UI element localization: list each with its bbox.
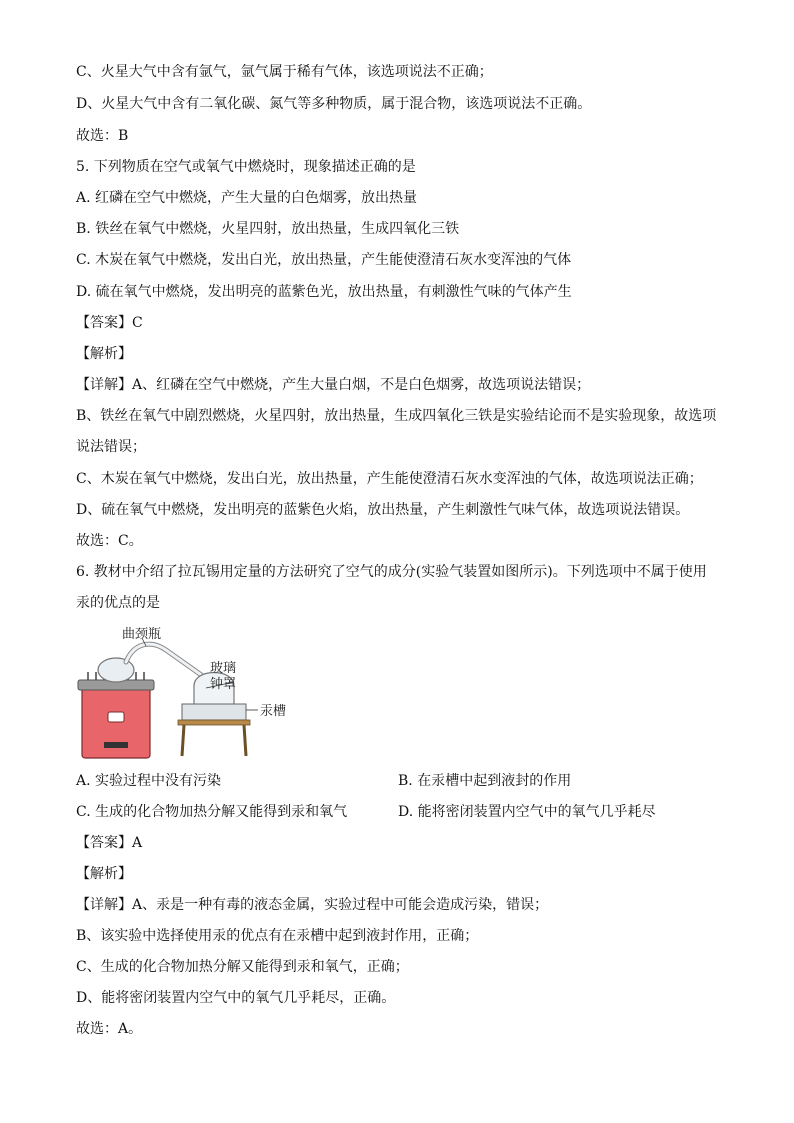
detail-6-c: C、生成的化合物加热分解又能得到汞和氧气，正确；	[76, 959, 409, 975]
detail-5-a: 【详解】A、红磷在空气中燃烧，产生大量白烟，不是白色烟雾，故选项说法错误；	[76, 377, 591, 393]
question-5-stem: 5. 下列物质在空气或氧气中燃烧时，现象描述正确的是	[76, 159, 416, 175]
table-leg	[244, 725, 246, 756]
lavoisier-apparatus-figure	[74, 624, 294, 764]
question-5-option-a: A. 红磷在空气中燃烧，产生大量的白色烟雾，放出热量	[76, 190, 418, 206]
detail-5-c: C、木炭在氧气中燃烧，发出白光，放出热量，产生能使澄清石灰水变浑浊的气体，故选项说法正确；	[76, 471, 703, 487]
label-trough: 汞槽	[260, 704, 287, 719]
text-line: C、火星大气中含有氩气，氩气属于稀有气体，该选项说法不正确；	[76, 64, 493, 80]
question-5-option-c: C. 木炭在氧气中燃烧，发出白光，放出热量，产生能使澄清石灰水变浑浊的气体	[76, 252, 572, 268]
question-6-stem: 6. 教材中介绍了拉瓦锡用定量的方法研究了空气的成分(实验气装置如图所示)。下列选项中不属于使用	[76, 564, 707, 580]
answer-6: 【答案】A	[76, 835, 143, 851]
label-bell: 钟罩	[210, 677, 237, 692]
detail-6-d: D、能将密闭装置内空气中的氧气几乎耗尽，正确。	[76, 990, 396, 1006]
selection-line: 故选：B	[76, 128, 129, 144]
mercury-trough	[182, 704, 246, 720]
detail-5-b-cont: 说法错误；	[76, 439, 146, 455]
selection-6: 故选：A。	[76, 1021, 143, 1037]
question-5-option-b: B. 铁丝在氧气中燃烧，火星四射，放出热量，生成四氧化三铁	[76, 221, 460, 237]
question-6-option-d: D. 能将密闭装置内空气中的氧气几乎耗尽	[398, 804, 656, 820]
question-6-option-a: A. 实验过程中没有污染	[76, 773, 222, 789]
detail-5-d: D、硫在氧气中燃烧，发出明亮的蓝紫色火焰，放出热量，产生刺激性气味气体，故选项说法错误。	[76, 502, 690, 518]
question-6-stem-cont: 汞的优点的是	[76, 595, 160, 611]
stove-door	[104, 742, 128, 748]
label-retort: 曲颈瓶	[122, 627, 162, 642]
table-leg	[182, 725, 184, 756]
detail-6-a: 【详解】A、汞是一种有毒的液态金属，实验过程中可能会造成污染，错误；	[76, 897, 549, 913]
table-top	[178, 720, 250, 725]
stove-vent	[108, 712, 124, 722]
analysis-5-heading: 【解析】	[76, 346, 132, 362]
answer-5: 【答案】C	[76, 315, 143, 331]
question-6-option-b: B. 在汞槽中起到液封的作用	[398, 773, 572, 789]
text-line: D、火星大气中含有二氧化碳、氮气等多种物质，属于混合物，该选项说法不正确。	[76, 96, 592, 112]
detail-5-b: B、铁丝在氧气中剧烈燃烧，火星四射，放出热量，生成四氧化三铁是实验结论而不是实验现象，故选项	[76, 408, 717, 424]
label-glass: 玻璃	[210, 661, 237, 676]
selection-5: 故选：C。	[76, 533, 143, 549]
question-6-option-c: C. 生成的化合物加热分解又能得到汞和氧气	[76, 804, 348, 820]
analysis-6-heading: 【解析】	[76, 866, 132, 882]
question-5-option-d: D. 硫在氧气中燃烧，发出明亮的蓝紫色光，放出热量，有刺激性气味的气体产生	[76, 284, 572, 300]
detail-6-b: B、该实验中选择使用汞的优点有在汞槽中起到液封作用，正确；	[76, 928, 479, 944]
